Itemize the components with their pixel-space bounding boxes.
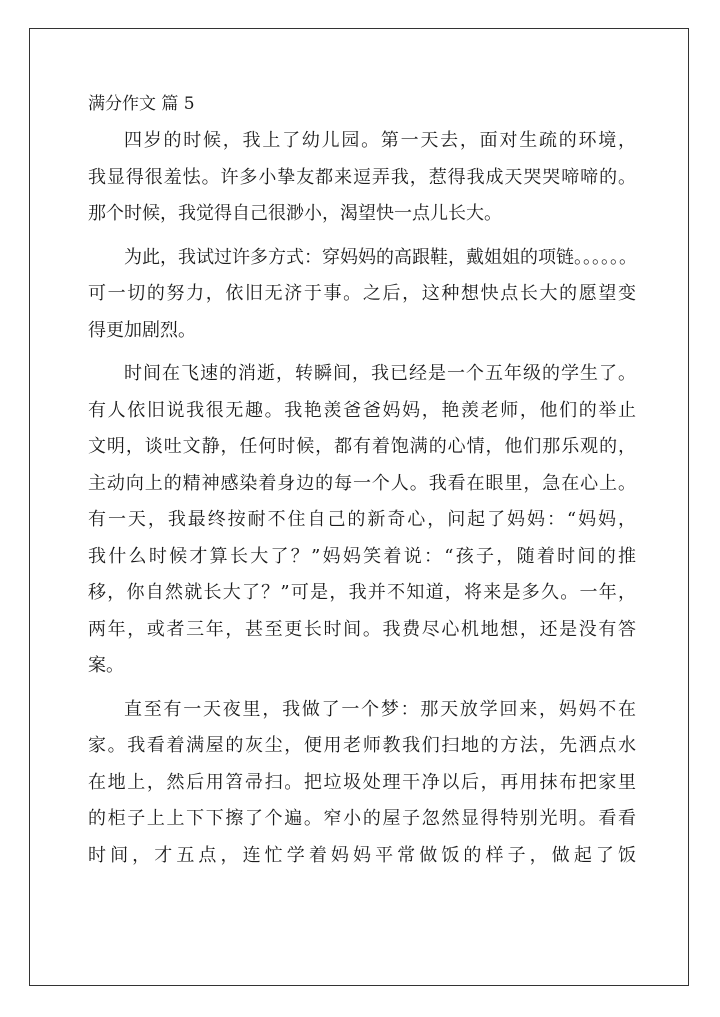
text-line: 文明，谈吐文静，任何时候，都有着饱满的心情，他们那乐观的， [88, 436, 636, 457]
text-line: 我什么时候才算长大了？”妈妈笑着说：“孩子，随着时间的推 [88, 545, 636, 567]
paragraph-4 [88, 692, 636, 875]
text-line: 时间，才五点，连忙学着妈妈平常做饭的样子，做起了饭 [88, 844, 636, 866]
text-line: 家。我看着满屋的灰尘，便用老师教我们扫地的方法，先洒点水 [88, 735, 636, 756]
text-line: 可一切的努力，依旧无济于事。之后，这种想快点长大的愿望变 [88, 283, 636, 304]
paragraph-1 [88, 123, 636, 233]
text-line: 得更加剧烈。 [88, 319, 196, 341]
text-line: 的柜子上上下下擦了个遍。窄小的屋子忽然显得特别光明。看看 [88, 808, 636, 829]
text-line: 为此，我试过许多方式：穿妈妈的高跟鞋，戴姐姐的项链。。。。。。 [124, 246, 637, 268]
essay-title: 满分作文 篇 5 [88, 94, 195, 114]
text-line: 有人依旧说我很无趣。我艳羡爸爸妈妈，艳羡老师，他们的举止 [88, 399, 636, 421]
text-line: 四岁的时候，我上了幼儿园。第一天去，面对生疏的环境， [124, 130, 636, 151]
text-line: 主动向上的精神感染着身边的每一个人。我看在眼里，急在心上。 [88, 472, 636, 494]
paragraph-2 [88, 240, 636, 350]
text-line: 那个时候，我觉得自己很渺小，渴望快一点儿长大。 [88, 203, 502, 224]
text-line: 有一天，我最终按耐不住自己的新奇心，问起了妈妈：“妈妈， [88, 509, 636, 530]
document-body [88, 89, 636, 881]
paragraph-3 [88, 356, 636, 685]
text-line: 案。 [88, 655, 124, 676]
text-line: 我显得很羞怯。许多小挚友都来逗弄我，惹得我成天哭哭啼啼的。 [88, 166, 636, 188]
text-line: 时间在飞速的消逝，转瞬间，我已经是一个五年级的学生了。 [124, 363, 636, 384]
text-line: 移，你自然就长大了？”可是，我并不知道，将来是多久。一年， [88, 582, 636, 603]
text-line: 在地上，然后用笤帚扫。把垃圾处理干净以后，再用抹布把家里 [88, 771, 636, 793]
text-line: 直至有一天夜里，我做了一个梦：那天放学回来，妈妈不在 [124, 698, 636, 720]
text-line: 两年，或者三年，甚至更长时间。我费尽心机地想，还是没有答 [88, 618, 636, 640]
